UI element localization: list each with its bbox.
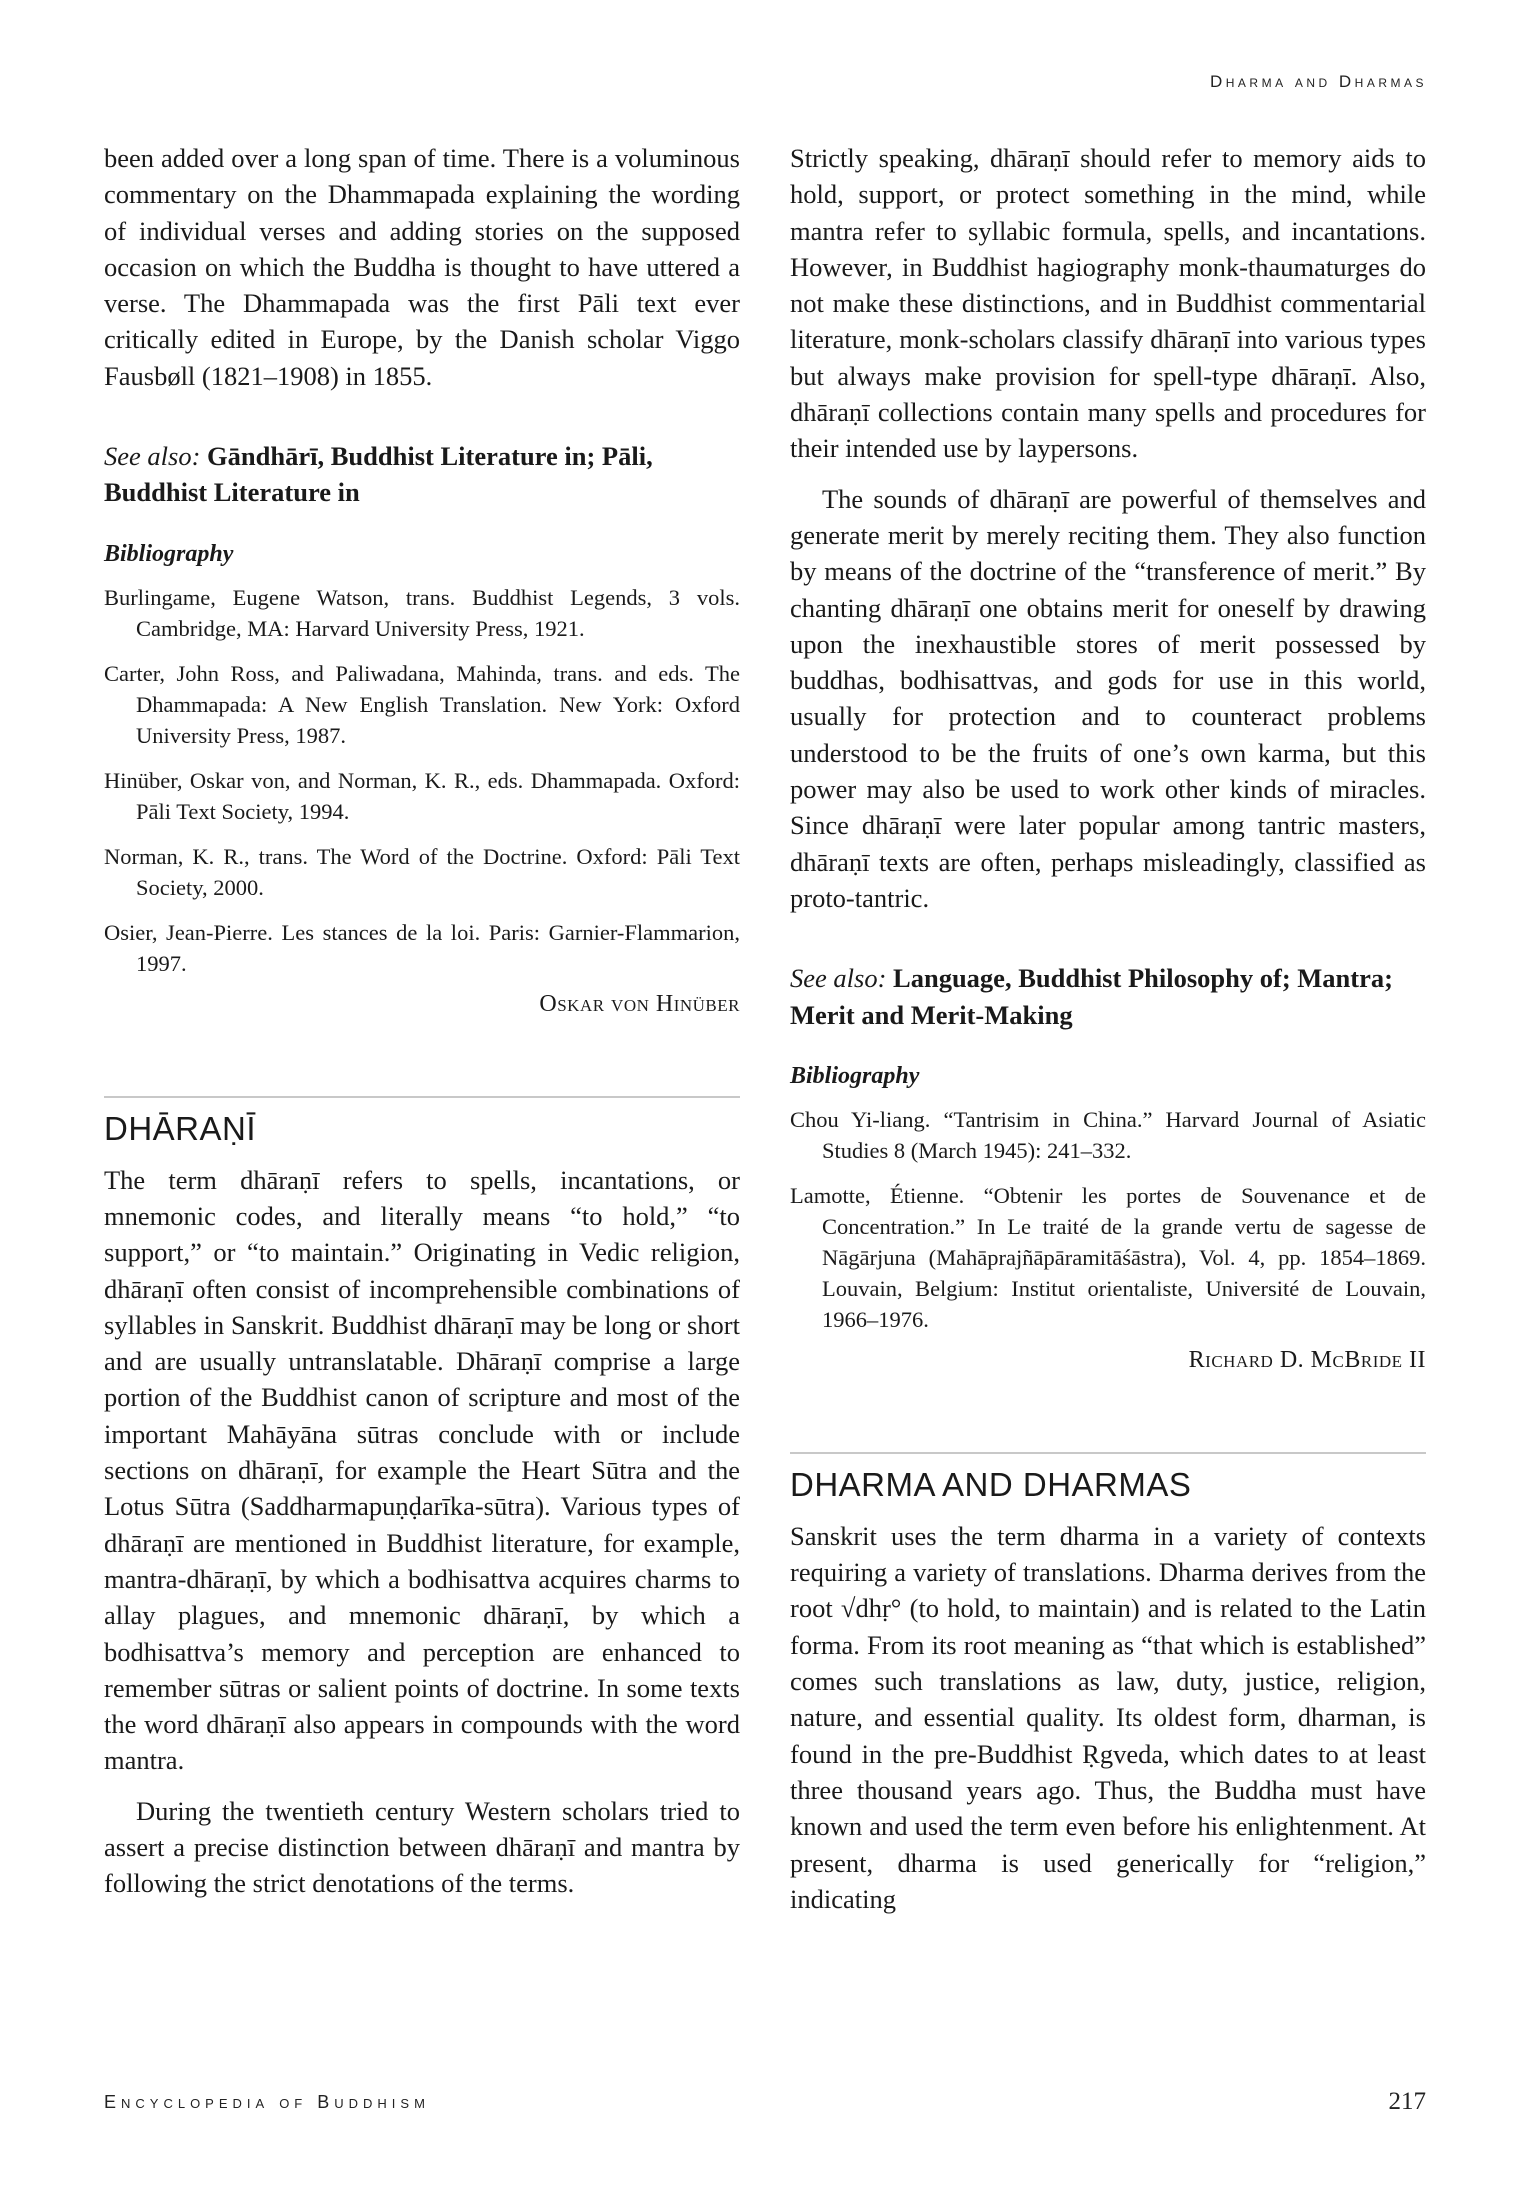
see-also-label: See also:	[790, 963, 887, 994]
section-title-dharma: DHARMA AND DHARMAS	[790, 1465, 1192, 1503]
dharma-paragraph-1: Sanskrit uses the term dharma in a variety of contexts requiring a variety of translations. Dharma derives from the root √dhṛ° (to hold, to maintain) and is related to the Latin forma. From its root meaning as “that which is established” comes such translations as law, duty, justice, religion, nature, and essential quality. Its oldest form, dharman, is found in the pre-Buddhist Ṛgveda, which dates to at least three thousand years ago. Thus, the Buddha must have known and used the term even before his enlightenment. At present, dharma is used generically for “religion,” indicating	[790, 1520, 1426, 1914]
paragraph-continued: Strictly speaking, dhāraṇī should refer to memory aids to hold, support, or protect something in the mind, while mantra refer to syllabic formula, spells, and incantations. However, in Buddhist hagiography monk-thaumaturges do not make these distinctions, and in Buddhist commentarial literature, monk-scholars classify dhāraṇī into various types but always make provision for spell-type dhāraṇī. Also, dhāraṇī collections contain many spells and procedures for their intended use by laypersons.	[790, 143, 1426, 464]
see-also	[104, 438, 740, 511]
bibliography-heading: Bibliography	[104, 540, 234, 567]
bibliography-entry: Hinüber, Oskar von, and Norman, K. R., eds. Dhammapada. Oxford: Pāli Text Society, 1994.	[104, 767, 740, 824]
article-author: Richard D. McBride II	[1188, 1346, 1426, 1373]
bibliography-entry: Osier, Jean-Pierre. Les stances de la loi. Paris: Garnier-Flammarion, 1997.	[104, 919, 740, 976]
right-column	[790, 140, 1426, 1917]
section-divider	[104, 1096, 740, 1098]
page-number: 217	[1388, 2088, 1426, 2115]
running-head: Dharma and Dharmas	[1209, 72, 1427, 91]
paragraph-continued: been added over a long span of time. There is a voluminous commentary on the Dhammapada explaining the wording of individual verses and adding stories on the supposed occasion on which the Buddha is thought to have uttered a verse. The Dhammapada was the first Pāli text ever critically edited in Europe, by the Danish scholar Viggo Fausbøll (1821–1908) in 1855.	[104, 143, 740, 391]
left-column	[104, 140, 740, 1902]
footer-book-title: Encyclopedia of Buddhism	[104, 2092, 430, 2112]
dharani-paragraph-1: The term dhāraṇī refers to spells, incantations, or mnemonic codes, and literally means “to hold,” “to support,” or “to maintain.” Originating in Vedic religion, dhāraṇī often consist of incomprehensible combinations of syllables in Sanskrit. Buddhist dhāraṇī may be long or short and are usually untranslatable. Dhāraṇī comprise a large portion of the Buddhist canon of scripture and most of the important Mahāyāna sūtras conclude with or include sections on dhāraṇī, for example the Heart Sūtra and the Lotus Sūtra (Saddharmapuṇḍarīka-sūtra). Various types of dhāraṇī are mentioned in Buddhist literature, for example, mantra-dhāraṇī, by which a bodhisattva acquires charms to allay plagues, and mnemonic dhāraṇī, by which a bodhisattva’s memory and perception are enhanced to remember sūtras or salient points of doctrine. In some texts the word dhāraṇī also appears in compounds with the word mantra.	[104, 1164, 740, 1776]
section-title-dharani: DHĀRAṆĪ	[104, 1109, 257, 1147]
bibliography-entry: Carter, John Ross, and Paliwadana, Mahinda, trans. and eds. The Dhammapada: A New English Translation. New York: Oxford University Press, 1987.	[104, 660, 740, 748]
dharani-paragraph-2: During the twentieth century Western scholars tried to assert a precise distinction between dhāraṇī and mantra by following the strict denotations of the terms.	[104, 1795, 740, 1899]
see-also	[790, 960, 1426, 1033]
article-author: Oskar von Hinüber	[539, 990, 740, 1017]
see-also-label: See also:	[104, 441, 201, 472]
bibliography-entry: Norman, K. R., trans. The Word of the Doctrine. Oxford: Pāli Text Society, 2000.	[104, 843, 740, 900]
section-divider	[790, 1452, 1426, 1454]
paragraph: The sounds of dhāraṇī are powerful of themselves and generate merit by merely reciting them. They also function by means of the doctrine of the “transference of merit.” By chanting dhāraṇī one obtains merit for oneself by drawing upon the inexhaustible stores of merit possessed by buddhas, bodhisattvas, and gods for use in this world, usually for protection and to counteract problems understood to be the fruits of one’s own karma, but this power may also be used to work other kinds of miracles. Since dhāraṇī were later popular among tantric masters, dhāraṇī texts are often, perhaps misleadingly, classified as proto-tantric.	[790, 483, 1426, 913]
see-also-refs: Gāndhārī, Buddhist Literature in; Pāli, Buddhist Literature in	[104, 441, 653, 508]
bibliography-heading: Bibliography	[790, 1062, 920, 1089]
bibliography-entry: Lamotte, Étienne. “Obtenir les portes de Souvenance et de Concentration.” In Le traité de la grande vertu de sagesse de Nāgārjuna (Mahāprajñāpāramitāśāstra), Vol. 4, pp. 1854–1869. Louvain, Belgium: Institut orientaliste, Université de Louvain, 1966–1976.	[790, 1182, 1426, 1332]
bibliography-entry: Burlingame, Eugene Watson, trans. Buddhist Legends, 3 vols. Cambridge, MA: Harvard University Press, 1921.	[104, 584, 740, 641]
see-also-refs: Language, Buddhist Philosophy of; Mantra; Merit and Merit-Making	[790, 963, 1393, 1030]
bibliography-entry: Chou Yi-liang. “Tantrisim in China.” Harvard Journal of Asiatic Studies 8 (March 1945): 241–332.	[790, 1106, 1426, 1163]
